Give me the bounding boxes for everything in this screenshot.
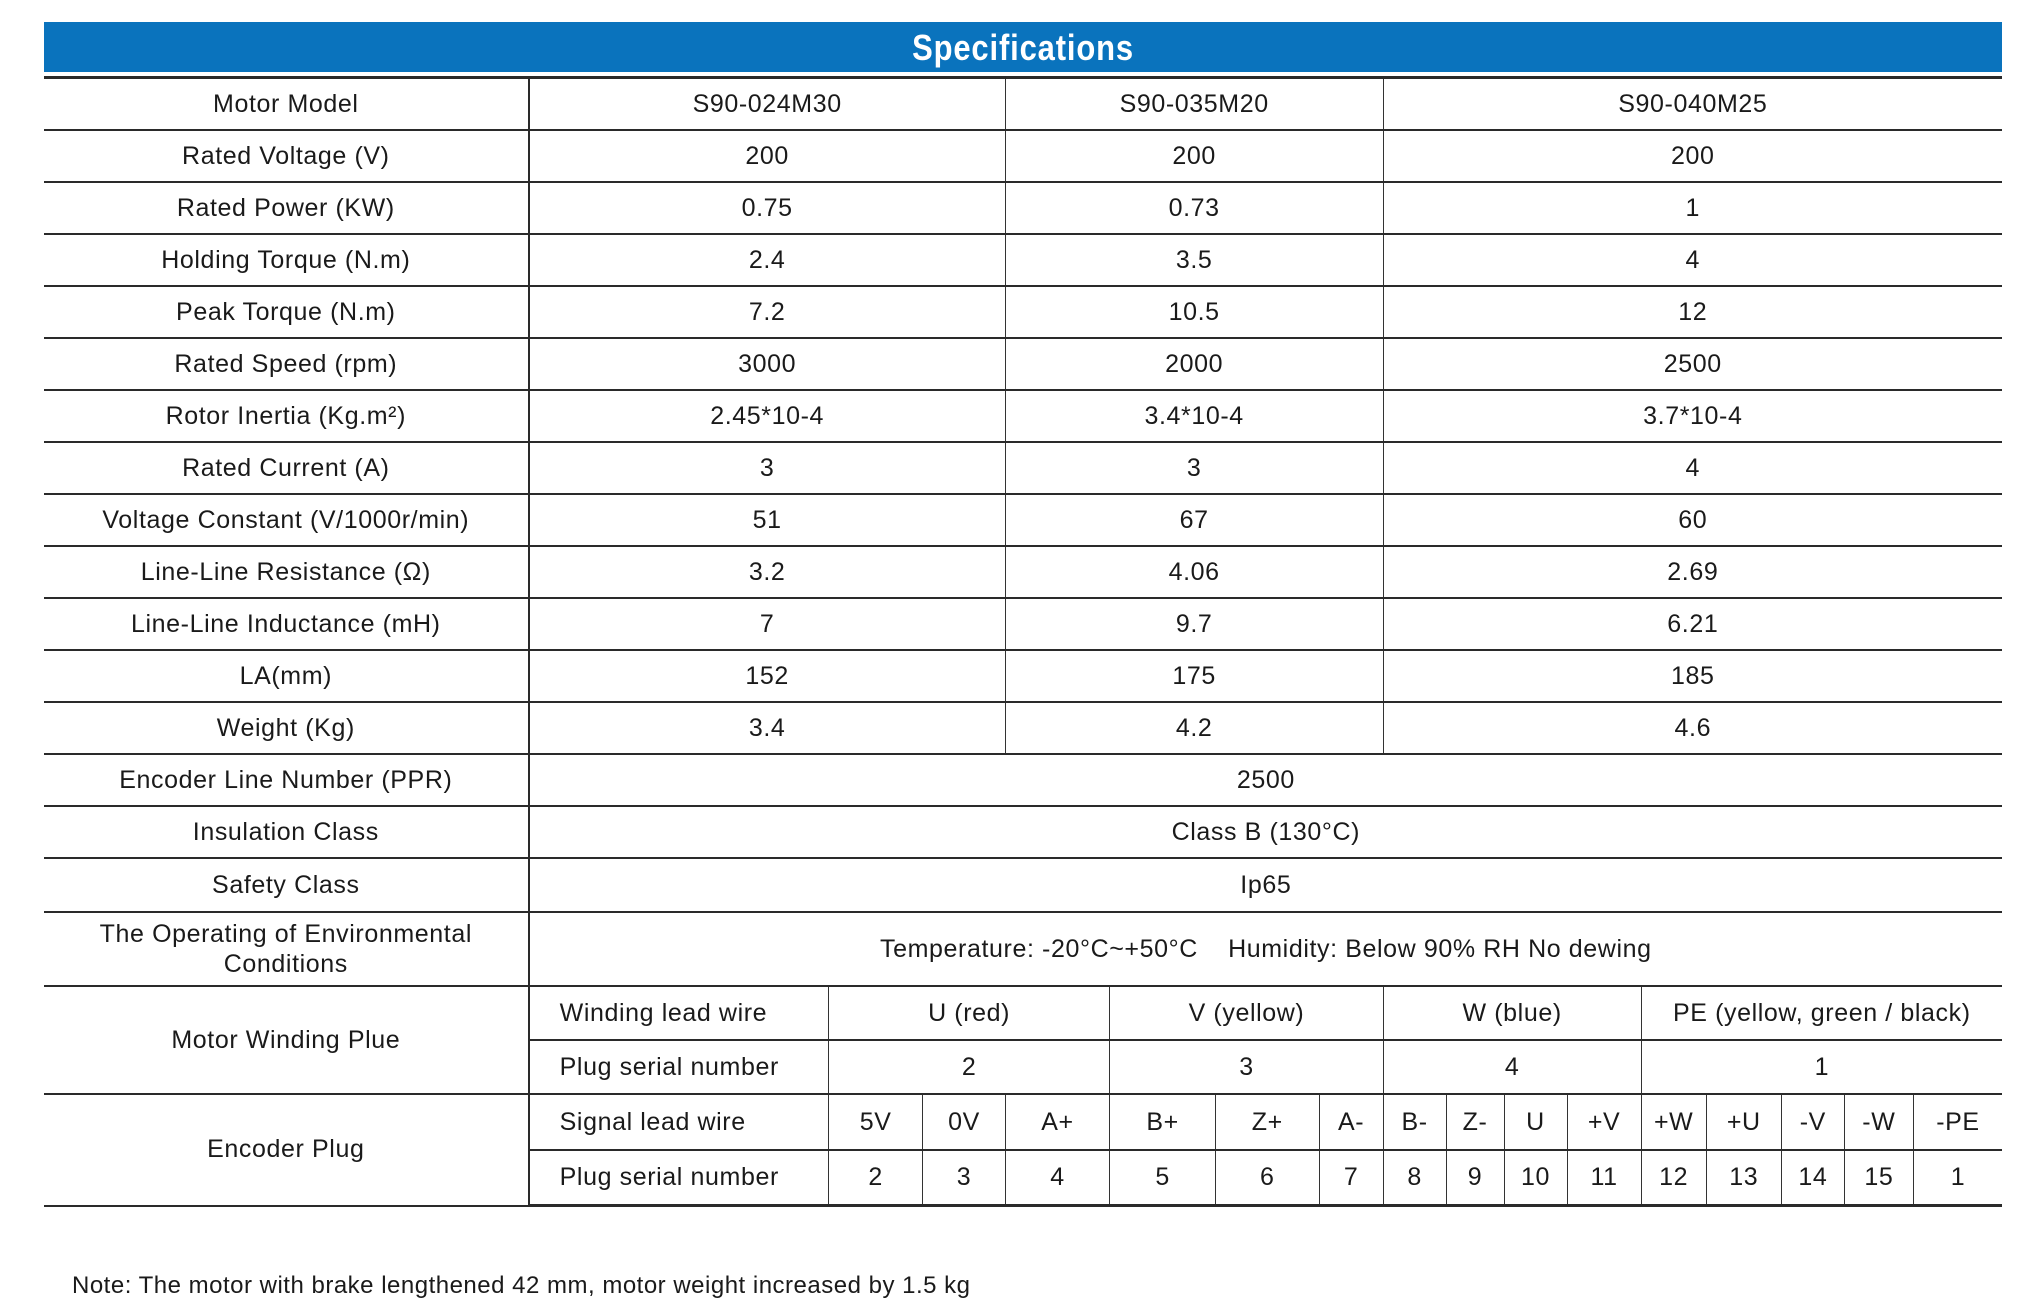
model-name: S90-035M20	[1005, 78, 1383, 131]
cell-value: 4	[1383, 234, 2002, 286]
cell-value: 2000	[1005, 338, 1383, 390]
encoder-signal: +V	[1567, 1094, 1641, 1150]
shared-row	[44, 858, 2002, 912]
cell-value: 185	[1383, 650, 2002, 702]
encoder-serial: 12	[1641, 1150, 1706, 1206]
encoder-signal: -PE	[1913, 1094, 2002, 1150]
model-name: S90-024M30	[529, 78, 1006, 131]
cell-value: 0.73	[1005, 182, 1383, 234]
row-label: Motor Model	[44, 78, 529, 131]
cell-value: 3.5	[1005, 234, 1383, 286]
encoder-serial-label: Plug serial number	[529, 1150, 829, 1206]
encoder-signal: +W	[1641, 1094, 1706, 1150]
winding-serial: 3	[1110, 1040, 1383, 1094]
spec-row	[44, 390, 2002, 442]
shared-row	[44, 806, 2002, 858]
winding-serial-label: Plug serial number	[529, 1040, 829, 1094]
encoder-signal: -W	[1844, 1094, 1913, 1150]
cell-value: 3000	[529, 338, 1006, 390]
cell-value: 7	[529, 598, 1006, 650]
spec-row	[44, 182, 2002, 234]
row-label: Line-Line Resistance (Ω)	[44, 546, 529, 598]
spec-row	[44, 130, 2002, 182]
cell-value: 3.4*10-4	[1005, 390, 1383, 442]
cell-value: 9.7	[1005, 598, 1383, 650]
winding-serial: 2	[828, 1040, 1109, 1094]
cell-value: 1	[1383, 182, 2002, 234]
encoder-serial: 4	[1005, 1150, 1110, 1206]
model-name: S90-040M25	[1383, 78, 2002, 131]
cell-value: 175	[1005, 650, 1383, 702]
spec-row	[44, 546, 2002, 598]
encoder-serial: 10	[1504, 1150, 1567, 1206]
spec-row	[44, 338, 2002, 390]
encoder-signal: 0V	[923, 1094, 1005, 1150]
winding-label: Motor Winding Plue	[44, 986, 529, 1094]
cell-value: 200	[1383, 130, 2002, 182]
encoder-serial: 3	[923, 1150, 1005, 1206]
winding-serial: 1	[1641, 1040, 2002, 1094]
encoder-serial: 5	[1110, 1150, 1216, 1206]
encoder-signal: Z+	[1215, 1094, 1319, 1150]
shared-value: 2500	[529, 754, 2002, 806]
encoder-serial: 15	[1844, 1150, 1913, 1206]
winding-wire: PE (yellow, green / black)	[1641, 986, 2002, 1040]
row-label: LA(mm)	[44, 650, 529, 702]
cell-value: 6.21	[1383, 598, 2002, 650]
spec-row	[44, 598, 2002, 650]
winding-wire: V (yellow)	[1110, 986, 1383, 1040]
encoder-serial: 13	[1706, 1150, 1781, 1206]
cell-value: 4	[1383, 442, 2002, 494]
spec-row	[44, 702, 2002, 754]
encoder-serial: 1	[1913, 1150, 2002, 1206]
encoder-label: Encoder Plug	[44, 1094, 529, 1206]
encoder-signal: U	[1504, 1094, 1567, 1150]
cell-value: 200	[529, 130, 1006, 182]
shared-value: Class B (130°C)	[529, 806, 2002, 858]
encoder-signal: 5V	[828, 1094, 922, 1150]
cell-value: 4.2	[1005, 702, 1383, 754]
cell-value: 0.75	[529, 182, 1006, 234]
banner-title: Specifications	[912, 27, 1134, 68]
encoder-serial: 11	[1567, 1150, 1641, 1206]
motor-model-row	[44, 78, 2002, 131]
encoder-signal: -V	[1781, 1094, 1844, 1150]
encoder-serial: 6	[1215, 1150, 1319, 1206]
cell-value: 67	[1005, 494, 1383, 546]
row-label: Weight (Kg)	[44, 702, 529, 754]
cell-value: 2.4	[529, 234, 1006, 286]
encoder-signal: B+	[1110, 1094, 1216, 1150]
spec-row	[44, 234, 2002, 286]
encoder-lead-label: Signal lead wire	[529, 1094, 829, 1150]
cell-value: 2.45*10-4	[529, 390, 1006, 442]
cell-value: 2.69	[1383, 546, 2002, 598]
spec-body	[44, 78, 2002, 1206]
encoder-signal-row	[44, 1094, 2002, 1150]
spec-row	[44, 442, 2002, 494]
row-label: Insulation Class	[44, 806, 529, 858]
row-label: Line-Line Inductance (mH)	[44, 598, 529, 650]
cell-value: 3.4	[529, 702, 1006, 754]
encoder-signal: Z-	[1446, 1094, 1504, 1150]
encoder-serial: 2	[828, 1150, 922, 1206]
row-label: Safety Class	[44, 858, 529, 912]
row-label: Rated Voltage (V)	[44, 130, 529, 182]
cell-value: 60	[1383, 494, 2002, 546]
cell-value: 3	[1005, 442, 1383, 494]
shared-value: Ip65	[529, 858, 2002, 912]
winding-lead-row	[44, 986, 2002, 1040]
specifications-banner	[44, 22, 2002, 72]
shared-value: Temperature: -20°C~+50°C Humidity: Below 90% RH No dewing	[529, 912, 2002, 986]
encoder-serial: 14	[1781, 1150, 1844, 1206]
encoder-serial: 9	[1446, 1150, 1504, 1206]
row-label: Peak Torque (N.m)	[44, 286, 529, 338]
encoder-signal: A-	[1319, 1094, 1383, 1150]
shared-row	[44, 754, 2002, 806]
cell-value: 200	[1005, 130, 1383, 182]
row-label: Rated Power (KW)	[44, 182, 529, 234]
cell-value: 4.06	[1005, 546, 1383, 598]
encoder-serial: 8	[1383, 1150, 1446, 1206]
winding-wire: W (blue)	[1383, 986, 1641, 1040]
row-label: The Operating of Environmental Conditions	[44, 912, 529, 986]
encoder-signal: +U	[1706, 1094, 1781, 1150]
winding-lead-label: Winding lead wire	[529, 986, 829, 1040]
cell-value: 4.6	[1383, 702, 2002, 754]
cell-value: 152	[529, 650, 1006, 702]
specifications-table	[44, 76, 2002, 1207]
winding-wire: U (red)	[828, 986, 1109, 1040]
environment-row	[44, 912, 2002, 986]
cell-value: 7.2	[529, 286, 1006, 338]
row-label: Rated Speed (rpm)	[44, 338, 529, 390]
cell-value: 3	[529, 442, 1006, 494]
cell-value: 10.5	[1005, 286, 1383, 338]
row-label: Encoder Line Number (PPR)	[44, 754, 529, 806]
cell-value: 51	[529, 494, 1006, 546]
encoder-signal: A+	[1005, 1094, 1110, 1150]
cell-value: 3.2	[529, 546, 1006, 598]
cell-value: 2500	[1383, 338, 2002, 390]
footnote: Note: The motor with brake lengthened 42 mm, motor weight increased by 1.5 kg	[72, 1272, 971, 1299]
spec-row	[44, 286, 2002, 338]
row-label: Rotor Inertia (Kg.m²)	[44, 390, 529, 442]
encoder-signal: B-	[1383, 1094, 1446, 1150]
row-label: Rated Current (A)	[44, 442, 529, 494]
cell-value: 12	[1383, 286, 2002, 338]
encoder-serial: 7	[1319, 1150, 1383, 1206]
row-label: Voltage Constant (V/1000r/min)	[44, 494, 529, 546]
winding-serial: 4	[1383, 1040, 1641, 1094]
spec-row	[44, 494, 2002, 546]
cell-value: 3.7*10-4	[1383, 390, 2002, 442]
spec-row	[44, 650, 2002, 702]
row-label: Holding Torque (N.m)	[44, 234, 529, 286]
